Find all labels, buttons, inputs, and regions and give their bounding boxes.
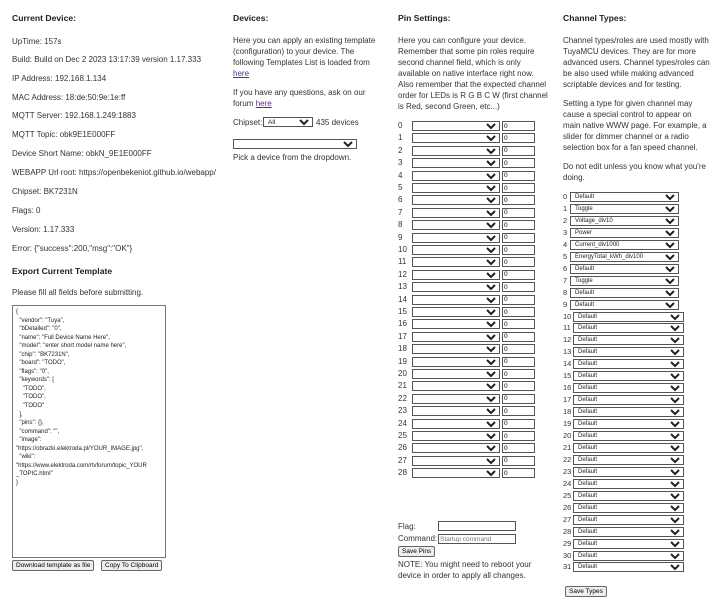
pin-channel-input[interactable] (502, 183, 535, 193)
pin-number: 7 (398, 207, 403, 217)
pin-number: 23 (398, 406, 407, 416)
pin-role-select[interactable] (412, 406, 500, 416)
channel-row (563, 299, 715, 311)
device-template-select[interactable] (233, 139, 357, 149)
pin-role-select[interactable] (412, 295, 500, 305)
channel-row (563, 227, 715, 239)
pin-row (398, 145, 548, 157)
pin-row (398, 343, 548, 355)
pin-row (398, 430, 548, 442)
channel-type-select[interactable] (573, 383, 684, 393)
channel-number: 19 (563, 419, 572, 429)
channel-type-select[interactable] (573, 551, 684, 561)
pin-number: 11 (398, 257, 407, 267)
channel-type-select[interactable] (573, 347, 684, 357)
pin-channel-input[interactable] (502, 133, 535, 143)
channel-row (563, 311, 715, 323)
pin-row (398, 120, 548, 132)
pin-number: 3 (398, 158, 403, 168)
channel-row (563, 394, 715, 406)
channel-row (563, 322, 715, 334)
channel-number: 15 (563, 371, 572, 381)
device-info-line: WEBAPP Url root: https://openbekeniot.github.io/webapp/ (12, 168, 216, 177)
pin-number: 25 (398, 431, 407, 440)
channel-row (563, 561, 715, 573)
pin-channel-input[interactable] (502, 381, 535, 391)
device-info-line: Flags: 0 (12, 206, 41, 215)
pin-role-select[interactable] (412, 282, 500, 292)
pin-row (398, 194, 548, 206)
channel-row (563, 406, 715, 418)
pin-channel-input[interactable] (502, 319, 535, 329)
pin-number: 0 (398, 121, 403, 130)
pin-number: 24 (398, 418, 407, 428)
channel-row (563, 287, 715, 299)
channel-type-select[interactable] (573, 539, 684, 549)
pin-channel-input[interactable] (502, 121, 535, 131)
pin-row (398, 294, 548, 306)
device-info-line: MQTT Server: 192.168.1.249:1883 (12, 111, 136, 120)
pin-number: 27 (398, 455, 407, 465)
pin-role-select[interactable] (412, 171, 500, 181)
channel-row (563, 239, 715, 251)
channel-row (563, 466, 715, 478)
channel-type-select[interactable] (573, 431, 684, 441)
chipset-label: Chipset: (233, 118, 263, 127)
flag-input[interactable] (438, 521, 516, 531)
channel-number: 25 (563, 490, 572, 500)
channel-number: 28 (563, 526, 572, 536)
channel-row (563, 502, 715, 514)
channel-number: 18 (563, 407, 572, 417)
pin-role-select[interactable] (412, 158, 500, 168)
channel-type-select[interactable] (570, 288, 679, 298)
pin-role-select[interactable] (412, 220, 500, 230)
pin-number: 15 (398, 307, 407, 316)
channel-type-select[interactable] (570, 252, 679, 262)
pin-row (398, 244, 548, 256)
pin-channel-input[interactable] (502, 195, 535, 205)
device-info-line: Error: {"success":200,"msg":"OK"} (12, 244, 133, 253)
channel-row (563, 454, 715, 466)
channel-type-select[interactable] (570, 228, 679, 238)
channel-type-select[interactable] (570, 204, 679, 214)
device-info-line: UpTime: 157s (12, 37, 62, 46)
pin-channel-input[interactable] (502, 419, 535, 429)
questions-text (233, 87, 373, 109)
channel-number: 16 (563, 383, 572, 393)
channel-type-select[interactable] (573, 419, 684, 429)
channel-number: 23 (563, 466, 572, 476)
device-info-line: MAC Address: 18:de:50:9e:1e:ff (12, 93, 126, 102)
pin-channel-input[interactable] (502, 456, 535, 466)
channel-number: 30 (563, 550, 572, 560)
pin-role-select[interactable] (412, 133, 500, 143)
pin-channel-input[interactable] (502, 332, 535, 342)
pin-channel-input[interactable] (502, 295, 535, 305)
pin-number: 17 (398, 331, 407, 341)
pin-role-select[interactable] (412, 431, 500, 441)
pin-number: 10 (398, 245, 407, 254)
channel-type-select[interactable] (570, 216, 679, 226)
channel-type-select[interactable] (573, 562, 684, 572)
channel-type-select[interactable] (573, 407, 684, 417)
pin-row (398, 207, 548, 219)
pin-number: 28 (398, 468, 407, 478)
pin-channel-input[interactable] (502, 344, 535, 354)
pin-number: 21 (398, 381, 407, 391)
channel-row (563, 382, 715, 394)
channel-type-select[interactable] (570, 192, 679, 202)
channel-number: 7 (563, 275, 568, 285)
pin-number: 18 (398, 344, 407, 354)
pin-channel-input[interactable] (502, 146, 535, 156)
reboot-note: NOTE: You might need to reboot your device in order to apply all changes. (398, 560, 532, 580)
channel-number: 10 (563, 311, 572, 321)
channel-number: 31 (563, 562, 572, 572)
channel-row (563, 203, 715, 215)
pin-row (398, 232, 548, 244)
pin-role-select[interactable] (412, 195, 500, 205)
download-template-button[interactable]: Download template as file (12, 560, 94, 571)
channel-type-select[interactable] (570, 276, 679, 286)
pin-number: 13 (398, 282, 407, 292)
device-info-line: Device Short Name: obkN_9E1E000FF (12, 149, 152, 158)
devices-heading: Devices: (233, 13, 269, 23)
channel-row (563, 550, 715, 562)
channel-number: 9 (563, 299, 568, 309)
pin-row (398, 442, 548, 454)
channel-type-select[interactable] (573, 455, 684, 465)
channel-type-select[interactable] (573, 395, 684, 405)
pin-channel-input[interactable] (502, 307, 535, 317)
pin-row (398, 405, 548, 417)
channel-row (563, 334, 715, 346)
channel-type-select[interactable] (573, 312, 684, 322)
channel-row (563, 478, 715, 490)
channel-row (563, 263, 715, 275)
device-info-line: MQTT Topic: obk9E1E000FF (12, 130, 116, 139)
channel-type-select[interactable] (573, 491, 684, 501)
pin-row (398, 256, 548, 268)
pin-role-select[interactable] (412, 332, 500, 342)
startup-command-input[interactable] (438, 534, 516, 544)
pin-row (398, 219, 548, 231)
pin-number: 1 (398, 133, 403, 143)
pin-role-select[interactable] (412, 468, 500, 478)
devices-intro (233, 35, 378, 79)
pin-channel-input[interactable] (502, 282, 535, 292)
channel-type-select[interactable] (573, 515, 684, 525)
channel-type-select[interactable] (573, 503, 684, 513)
channel-number: 24 (563, 478, 572, 488)
pin-role-select[interactable] (412, 121, 500, 131)
flag-label: Flag: (398, 522, 416, 531)
channel-type-select[interactable] (570, 264, 679, 274)
channel-number: 22 (563, 454, 572, 464)
pin-role-select[interactable] (412, 419, 500, 429)
channel-number: 27 (563, 514, 572, 524)
pin-role-select[interactable] (412, 319, 500, 329)
pin-number: 2 (398, 145, 403, 155)
channel-type-select[interactable] (573, 479, 684, 489)
pin-row (398, 281, 548, 293)
channel-number: 1 (563, 203, 568, 213)
pin-role-select[interactable] (412, 257, 500, 267)
current-device-heading: Current Device: (12, 13, 76, 23)
forum-link[interactable]: here (255, 99, 272, 108)
pin-role-select[interactable] (412, 381, 500, 391)
pin-role-select[interactable] (412, 183, 500, 193)
channel-type-select[interactable] (573, 335, 684, 345)
pin-settings-intro: Here you can configure your device. Remember that some pin roles require second channel field, which is only available on native interface right now. Also remember that the expected channel order for LEDs is R G B C W (first channel is Red, second Green, etc...) (398, 36, 548, 111)
channel-type-select[interactable] (573, 527, 684, 537)
devices-count: 435 devices (316, 118, 359, 127)
pin-number: 22 (398, 393, 407, 403)
channel-row (563, 490, 715, 502)
channel-row (563, 538, 715, 550)
channel-type-select[interactable] (573, 323, 684, 333)
pin-channel-input[interactable] (502, 171, 535, 181)
pin-role-select[interactable] (412, 245, 500, 255)
channel-number: 17 (563, 395, 572, 405)
pin-settings-heading: Pin Settings: (398, 13, 451, 23)
channel-row (563, 442, 715, 454)
pin-channel-input[interactable] (502, 369, 535, 379)
pin-row (398, 418, 548, 430)
pin-row (398, 331, 548, 343)
channel-number: 21 (563, 442, 572, 452)
channel-number: 5 (563, 251, 568, 261)
channel-types-intro-2: Setting a type for given channel may cause a special control to appear on main native WWW page. For example, a slider for dimmer channel or a radio selection box for a fan speed channel. (563, 99, 707, 152)
pin-channel-input[interactable] (502, 257, 535, 267)
devices-intro-text: Here you can apply an existing template (configuration) to your device. The following Templates List is loaded from (233, 36, 376, 67)
channel-number: 2 (563, 215, 568, 225)
channel-type-select[interactable] (573, 359, 684, 369)
channel-row (563, 215, 715, 227)
pin-channel-input[interactable] (502, 443, 535, 453)
pin-role-select[interactable] (412, 146, 500, 156)
save-types-button[interactable]: Save Types (565, 586, 607, 597)
templates-list-link[interactable]: here (233, 69, 250, 78)
pin-role-select[interactable] (412, 394, 500, 404)
pin-row (398, 455, 548, 467)
channel-number: 26 (563, 502, 572, 512)
export-note: Please fill all fields before submitting. (12, 288, 144, 297)
channel-type-select[interactable] (573, 467, 684, 477)
channel-type-select[interactable] (573, 371, 684, 381)
pin-channel-input[interactable] (502, 220, 535, 230)
pin-role-select[interactable] (412, 369, 500, 379)
pin-role-select[interactable] (412, 208, 500, 218)
pin-row (398, 182, 548, 194)
device-info-line: Build: Build on Dec 2 2023 13:17:39 version 1.17.333 (12, 55, 202, 64)
pin-row (398, 170, 548, 182)
channel-row (563, 526, 715, 538)
pin-row (398, 380, 548, 392)
channel-row (563, 370, 715, 382)
pin-channel-input[interactable] (502, 406, 535, 416)
device-info-line: Chipset: BK7231N (12, 187, 78, 196)
channel-number: 20 (563, 431, 572, 440)
pin-channel-input[interactable] (502, 158, 535, 168)
channel-type-select[interactable] (573, 443, 684, 453)
pin-role-select[interactable] (412, 357, 500, 367)
channel-row (563, 275, 715, 287)
channel-number: 11 (563, 323, 571, 333)
pin-number: 26 (398, 443, 407, 453)
pin-role-select[interactable] (412, 307, 500, 317)
channel-row (563, 358, 715, 370)
channel-row (563, 191, 715, 203)
command-label: Command: (398, 534, 438, 543)
pin-channel-input[interactable] (502, 245, 535, 255)
device-info-line: Version: 1.17.333 (12, 225, 75, 234)
pin-row (398, 306, 548, 318)
channel-number: 14 (563, 359, 572, 369)
channel-number: 0 (563, 192, 568, 201)
channel-type-select[interactable] (570, 300, 679, 310)
channel-number: 3 (563, 227, 568, 237)
pin-row (398, 356, 548, 368)
pin-row (398, 318, 548, 330)
pin-number: 9 (398, 232, 403, 242)
channel-number: 6 (563, 263, 568, 273)
save-pins-button[interactable]: Save Pins (398, 546, 435, 557)
channel-number: 29 (563, 538, 572, 548)
pin-number: 6 (398, 195, 403, 205)
channel-row (563, 430, 715, 442)
pin-row (398, 368, 548, 380)
template-textarea[interactable] (12, 305, 166, 558)
pin-number: 4 (398, 170, 403, 180)
pin-number: 14 (398, 294, 407, 304)
pin-number: 16 (398, 319, 407, 329)
pin-role-select[interactable] (412, 443, 500, 453)
pin-channel-input[interactable] (502, 468, 535, 478)
chipset-select[interactable] (263, 117, 313, 127)
export-template-heading: Export Current Template (12, 266, 113, 276)
channel-types-heading: Channel Types: (563, 13, 627, 23)
channel-row (563, 514, 715, 526)
pin-row (398, 157, 548, 169)
pin-row (398, 132, 548, 144)
pin-number: 5 (398, 183, 403, 192)
pin-role-select[interactable] (412, 344, 500, 354)
channel-types-warning: Do not edit unless you know what you're doing. (563, 162, 706, 182)
channel-row (563, 346, 715, 358)
pin-role-select[interactable] (412, 456, 500, 466)
pin-channel-input[interactable] (502, 394, 535, 404)
questions-label: If you have any questions, ask on our forum (233, 88, 366, 108)
copy-to-clipboard-button[interactable]: Copy To Clipboard (101, 560, 162, 571)
channel-number: 13 (563, 347, 572, 357)
pin-channel-input[interactable] (502, 431, 535, 441)
channel-row (563, 418, 715, 430)
channel-number: 4 (563, 239, 568, 249)
pin-channel-input[interactable] (502, 233, 535, 243)
pin-channel-input[interactable] (502, 208, 535, 218)
channel-types-intro-1: Channel types/roles are used mostly with TuyaMCU devices. They are for more advanced users. Channel types/roles can be also used while making advanced scriptable devices and for testing. (563, 36, 710, 89)
pin-row (398, 467, 548, 479)
channel-row (563, 251, 715, 263)
pin-channel-input[interactable] (502, 357, 535, 367)
pin-number: 19 (398, 356, 407, 366)
channel-type-select[interactable] (570, 240, 679, 250)
pin-role-select[interactable] (412, 270, 500, 280)
device-info-line: IP Address: 192.168.1.134 (12, 74, 107, 83)
channel-number: 8 (563, 287, 568, 297)
channel-number: 12 (563, 335, 572, 345)
pin-number: 8 (398, 220, 403, 230)
pin-role-select[interactable] (412, 233, 500, 243)
pick-device-note: Pick a device from the dropdown. (233, 153, 352, 162)
pin-channel-input[interactable] (502, 270, 535, 280)
pin-number: 12 (398, 269, 407, 279)
pin-row (398, 269, 548, 281)
pin-number: 20 (398, 369, 407, 378)
pin-row (398, 393, 548, 405)
